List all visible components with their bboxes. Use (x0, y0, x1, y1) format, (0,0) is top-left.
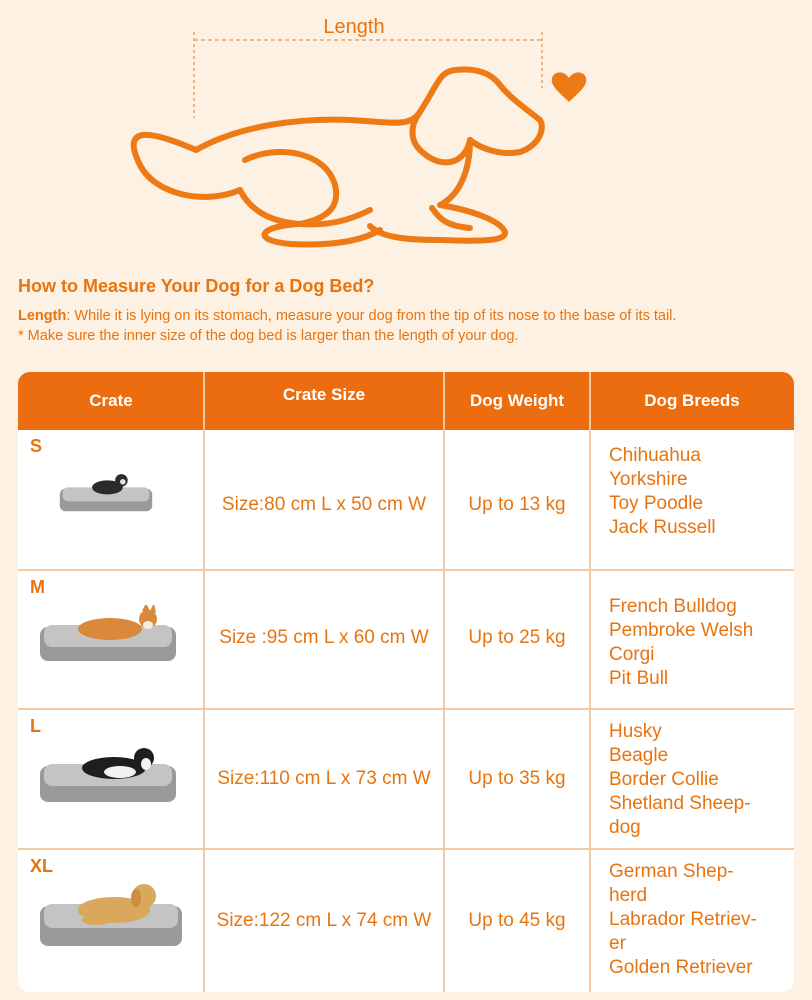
table-row (18, 710, 794, 848)
size-label: S (30, 436, 43, 456)
size-label: L (30, 716, 41, 736)
size-chart-table (18, 372, 794, 992)
breed-name: Yorkshire (609, 469, 688, 490)
header-crate-size: Crate Size (282, 385, 366, 404)
heart-icon (552, 72, 587, 102)
breed-name: Golden Retriever (609, 957, 753, 978)
measurement-diagram (0, 0, 812, 270)
length-text: : While it is lying on its stomach, measure your dog from the tip of its nose to the base of its tail. (66, 308, 677, 324)
dog-breeds-cell (609, 444, 789, 540)
dog-bed-image-medium (36, 605, 180, 663)
dog-weight-cell: Up to 35 kg (468, 768, 566, 789)
dog-breeds-cell (609, 595, 789, 691)
breed-name: Corgi (609, 644, 655, 665)
dog-weight-cell: Up to 13 kg (468, 494, 566, 515)
length-instruction (18, 306, 808, 326)
measurement-instructions (18, 306, 808, 346)
table-header (18, 372, 794, 430)
crate-size-cell: Size:122 cm L x 74 cm W (216, 910, 432, 931)
table-row (18, 571, 794, 708)
page-title: How to Measure Your Dog for a Dog Bed? (18, 276, 375, 296)
dog-breeds-cell (609, 720, 789, 840)
breed-name: Labrador Retriev- (609, 909, 757, 930)
dog-breeds-cell (609, 860, 789, 980)
size-label: M (30, 577, 45, 597)
breed-name: dog (609, 817, 641, 838)
breed-name: French Bulldog (609, 596, 737, 617)
table-row (18, 850, 794, 992)
dog-bed-image-small (36, 472, 176, 514)
crate-size-cell: Size:80 cm L x 50 cm W (221, 494, 427, 515)
breed-name: Border Collie (609, 769, 719, 790)
table-row (18, 430, 794, 569)
length-term: Length (18, 308, 67, 324)
breed-name: er (609, 933, 626, 954)
breed-name: Husky (609, 721, 662, 742)
size-note: * Make sure the inner size of the dog bed is larger than the length of your dog. (18, 328, 519, 344)
breed-name: Shetland Sheep- (609, 793, 751, 814)
crate-size-cell: Size :95 cm L x 60 cm W (219, 627, 429, 648)
breed-name: Toy Poodle (609, 493, 704, 514)
breed-name: Jack Russell (609, 517, 716, 538)
breed-name: Pit Bull (609, 668, 669, 689)
breed-name: Beagle (609, 745, 669, 766)
dog-bed-image-large (36, 740, 180, 804)
header-dog-breeds: Dog Breeds (644, 391, 740, 410)
size-label: XL (30, 856, 54, 876)
crate-size-cell: Size:110 cm L x 73 cm W (217, 768, 431, 789)
dog-weight-cell: Up to 45 kg (468, 910, 566, 931)
breed-name: Pembroke Welsh (609, 620, 754, 641)
length-label: Length (323, 16, 385, 38)
header-crate: Crate (89, 391, 133, 410)
breed-name: herd (609, 885, 648, 906)
breed-name: Chihuahua (609, 445, 701, 466)
dog-outline-illustration (0, 0, 812, 270)
dog-weight-cell: Up to 25 kg (468, 627, 566, 648)
dog-bed-image-xl (36, 876, 186, 948)
breed-name: German Shep- (609, 861, 734, 882)
header-dog-weight: Dog Weight (469, 391, 565, 410)
